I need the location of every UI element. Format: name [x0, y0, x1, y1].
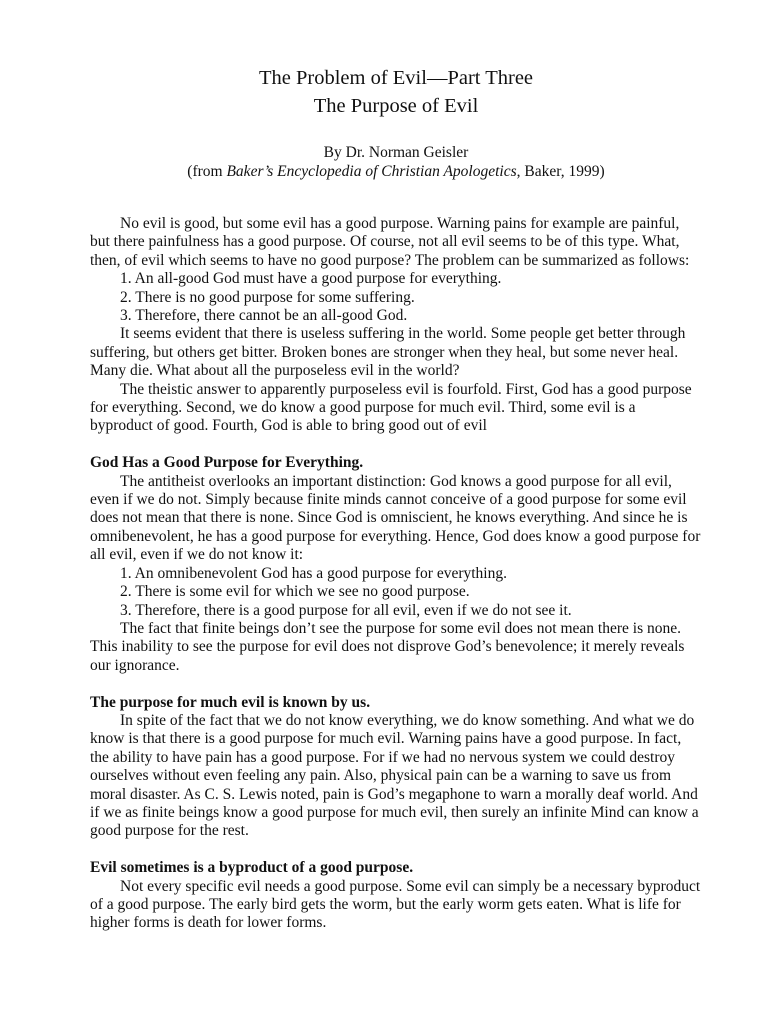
source-suffix: , Baker, 1999) — [516, 163, 605, 180]
section2-paragraph-1: In spite of the fact that we do not know everything, we do know something. And what we do know is that there is a good purpose for much evil. Warning pains have a good purpose. In fact, the ability to have pain has a good purpose. For if we had no nervous system we could destroy ourselves without even feeling any pain. Also, physical pain can be a warning to save us from moral disaster. As C. S. Lewis noted, pain is God’s megaphone to warn a morally deaf world. And if we as finite beings know a good purpose for much evil, then surely an infinite Mind can know a good purpose for the rest. — [90, 711, 699, 840]
title-line-2: The Purpose of Evil — [313, 95, 479, 117]
intro-paragraph-1: No evil is good, but some evil has a good purpose. Warning pains for example are painful, but there painfulness has a good purpose. Of course, not all evil seems to be of this type. What, then, of evil which seems to have no good purpose? The problem can be summarized as follows: — [90, 215, 690, 269]
section-heading-1: God Has a Good Purpose for Everything. — [90, 454, 364, 472]
intro-list-item: 3. Therefore, there cannot be an all-good God. — [120, 307, 408, 325]
section1-list-item: 1. An omnibenevolent God has a good purpose for everything. — [120, 564, 507, 582]
intro-list-item: 2. There is no good purpose for some suffering. — [120, 288, 415, 306]
source-line — [90, 162, 702, 181]
section1-list-item: 2. There is some evil for which we see no good purpose. — [120, 583, 470, 601]
document-page — [90, 64, 702, 933]
author-line: By Dr. Norman Geisler — [323, 144, 469, 161]
byline-block — [90, 143, 702, 181]
section1-paragraph-2: The fact that finite beings don’t see the purpose for some evil does not mean there is none. This inability to see the purpose for evil does not disprove God’s benevolence; it merely reveals our ignorance. — [90, 619, 685, 674]
section1-list-item: 3. Therefore, there is a good purpose for all evil, even if we do not see it. — [120, 601, 572, 619]
section3-paragraph-1: Not every specific evil needs a good purpose. Some evil can simply be a necessary byproduct of a good purpose. The early bird gets the worm, but the early worm gets eaten. What is life for higher forms is death for lower forms. — [90, 877, 701, 932]
document-body — [90, 215, 702, 933]
source-book-title: Baker’s Encyclopedia of Christian Apologetics — [226, 163, 517, 180]
intro-list-item: 1. An all-good God must have a good purpose for everything. — [120, 270, 502, 288]
section1-paragraph-1: The antitheist overlooks an important distinction: God knows a good purpose for all evil, even if we do not. Simply because finite minds cannot conceive of a good purpose for some evil does not mean that there is none. Since God is omniscient, he knows everything. And since he is omnibenevolent, he has a good purpose for everything. Hence, God does know a good purpose for all evil, even if we do not know it: — [90, 472, 701, 564]
section-heading-3: Evil sometimes is a byproduct of a good purpose. — [90, 859, 414, 877]
title-line-1: The Problem of Evil—Part Three — [258, 67, 534, 89]
section-heading-2: The purpose for much evil is known by us. — [90, 693, 371, 711]
intro-paragraph-2: It seems evident that there is useless suffering in the world. Some people get better through suffering, but others get bitter. Broken bones are stronger when they heal, but some never heal. Many die. What about all the purposeless evil in the world? — [90, 325, 686, 380]
intro-paragraph-3: The theistic answer to apparently purposeless evil is fourfold. First, God has a good purpose for everything. Second, we do know a good purpose for much evil. Third, some evil is a byproduct of good. Fourth, God is able to bring good out of evil — [90, 380, 692, 435]
source-prefix: (from — [187, 163, 227, 180]
document-title — [90, 64, 702, 120]
